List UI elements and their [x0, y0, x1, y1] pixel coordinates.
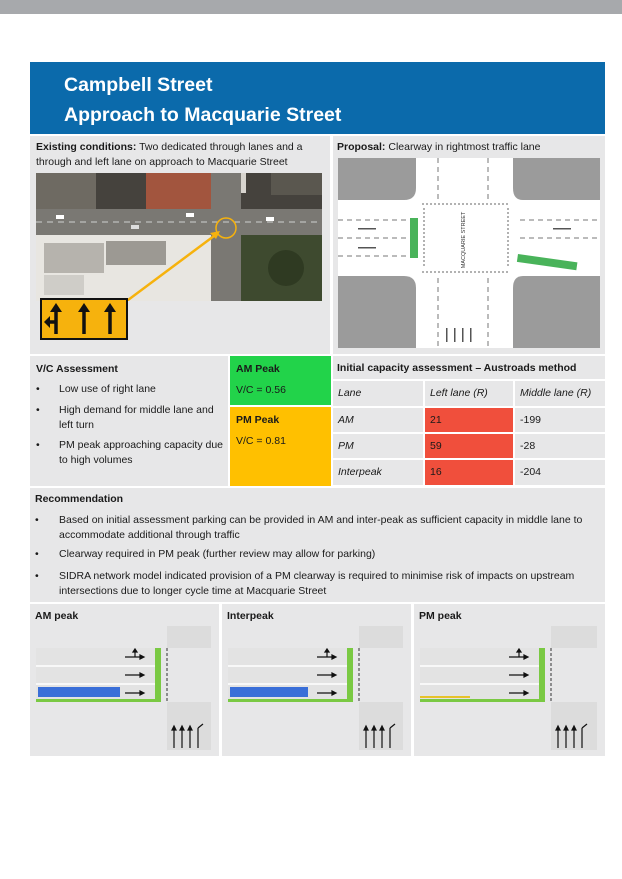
- lane-diagram-pm: [414, 624, 605, 756]
- diagram-interpeak-title: Interpeak: [227, 610, 274, 622]
- table-cell: [333, 408, 423, 432]
- table-lane-am: AM: [338, 414, 354, 426]
- diagram-am-title: AM peak: [35, 610, 79, 622]
- top-grey-bar: [0, 0, 622, 14]
- recommendation-bullet-text: Clearway required in PM peak (further review may allow for parking): [59, 548, 376, 560]
- table-cell: [515, 408, 605, 432]
- proposal-description: Clearway in rightmost traffic lane: [385, 141, 541, 153]
- bullet-icon: •: [35, 548, 39, 560]
- page-title-line2: Approach to Macquarie Street: [64, 104, 342, 126]
- recommendation-title: Recommendation: [35, 493, 124, 505]
- diagram-am-peak: [30, 604, 219, 756]
- bullet-icon: •: [36, 383, 40, 395]
- pm-peak-label: PM Peak: [236, 414, 280, 426]
- existing-conditions-panel: [30, 136, 330, 354]
- proposal-label: Proposal:: [337, 141, 386, 153]
- bullet-icon: •: [35, 514, 39, 526]
- bullet-icon: •: [36, 404, 40, 416]
- table-cell: [425, 460, 513, 485]
- table-header-middle: Middle lane (R): [520, 387, 592, 399]
- table-header-left: Left lane (R): [430, 387, 488, 399]
- vc-bullet-text: Low use of right lane: [59, 383, 156, 395]
- diagram-pm-peak: [414, 604, 605, 756]
- existing-conditions-description: Two dedicated through lanes and a through and left lane on approach to Macquarie Street: [36, 141, 303, 168]
- table-cell: [425, 434, 513, 458]
- table-lane-pm: PM: [338, 440, 354, 452]
- table-middle-pm: -28: [520, 440, 536, 452]
- table-middle-am: -199: [520, 414, 542, 426]
- table-cell: [333, 460, 423, 485]
- vc-assessment-title: V/C Assessment: [36, 363, 118, 375]
- proposal-street-label: MACQUARIE STREET: [461, 211, 467, 269]
- lane-diagram-am: [30, 624, 219, 756]
- recommendation-bullet-text: SIDRA network model indicated provision of a PM clearway is required to minimise risk of impacts on upstream intersections due to longer cycle time at Macquarie Street: [59, 570, 575, 597]
- proposal-panel: [333, 136, 605, 354]
- pm-peak-box: [230, 407, 331, 486]
- table-cell: [515, 434, 605, 458]
- table-left-interpeak: 16: [430, 466, 442, 478]
- table-header-cell: [425, 381, 513, 406]
- bullet-icon: •: [36, 439, 40, 451]
- lane-direction-sign: [40, 298, 128, 340]
- am-peak-value: V/C = 0.56: [236, 384, 286, 396]
- capacity-table-title-bar: [333, 356, 605, 379]
- aerial-photo: [36, 173, 322, 301]
- bullet-icon: •: [35, 570, 39, 582]
- page-title-line1: Campbell Street: [64, 74, 213, 96]
- vc-assessment-panel: [30, 356, 228, 486]
- vc-bullet-text: PM peak approaching capacity due to high volumes: [59, 439, 224, 466]
- proposal-text: [337, 140, 540, 155]
- vc-bullet-text: High demand for middle lane and left turn: [59, 404, 214, 431]
- page-header: [30, 62, 605, 134]
- existing-conditions-text: [36, 140, 322, 169]
- lane-diagram-interpeak: [222, 624, 411, 756]
- am-peak-label: AM Peak: [236, 363, 280, 375]
- am-peak-box: [230, 356, 331, 405]
- table-cell: [425, 408, 513, 432]
- table-lane-interpeak: Interpeak: [338, 466, 382, 478]
- table-header-cell: [515, 381, 605, 406]
- table-middle-interpeak: -204: [520, 466, 542, 478]
- diagram-pm-title: PM peak: [419, 610, 462, 622]
- recommendation-bullet-text: Based on initial assessment parking can be provided in AM and inter-peak as sufficient capacity in middle lane to accommodate additional through traffic: [59, 514, 583, 541]
- table-header-cell: [333, 381, 423, 406]
- proposal-plan-drawing: [338, 158, 600, 348]
- existing-conditions-label: Existing conditions:: [36, 141, 137, 153]
- recommendation-panel: [30, 488, 605, 602]
- table-left-am: 21: [430, 414, 442, 426]
- capacity-table-title: Initial capacity assessment – Austroads method: [337, 362, 577, 374]
- pm-peak-value: V/C = 0.81: [236, 435, 286, 447]
- diagram-interpeak: [222, 604, 411, 756]
- table-cell: [333, 434, 423, 458]
- table-header-lane: Lane: [338, 387, 362, 399]
- table-cell: [515, 460, 605, 485]
- table-left-pm: 59: [430, 440, 442, 452]
